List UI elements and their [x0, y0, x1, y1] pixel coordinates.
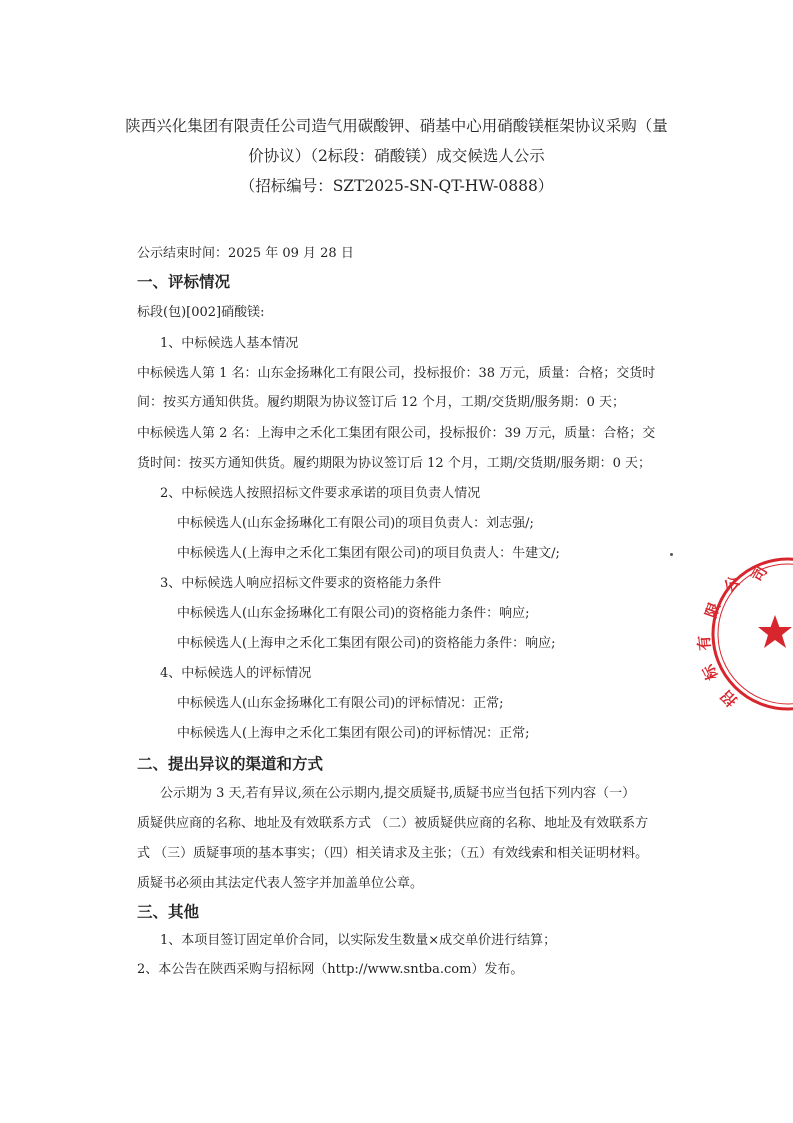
candidate-1-line-1: 中标候选人第 1 名：山东金扬琳化工有限公司，投标报价：38 万元，质量：合格；交货时: [137, 366, 656, 381]
evaluation-status-2: 中标候选人(上海申之禾化工集团有限公司)的评标情况：正常;: [177, 726, 530, 741]
objection-line-1: 公示期为 3 天,若有异议,须在公示期内,提交质疑书,质疑书应当包括下列内容（一）: [160, 786, 636, 801]
svg-text:公: 公: [720, 572, 744, 596]
svg-text:招: 招: [717, 686, 741, 710]
section-heading-other: 三、其他: [137, 903, 200, 921]
objection-line-2: 质疑供应商的名称、地址及有效联系方式 （二）被质疑供应商的名称、地址及有效联系方: [137, 816, 649, 831]
objection-line-4: 质疑书必须由其法定代表人签字并加盖单位公章。: [137, 876, 424, 891]
ink-dot: [670, 553, 673, 556]
qualification-2: 中标候选人(上海申之禾化工集团有限公司)的资格能力条件：响应;: [177, 636, 556, 651]
project-manager-2: 中标候选人(上海申之禾化工集团有限公司)的项目负责人：牛建文/;: [177, 546, 560, 561]
candidate-1-line-2: 间：按买方通知供货。履约期限为协议签订后 12 个月，工期/交货期/服务期：0 天；: [137, 395, 625, 410]
candidate-2-line-1: 中标候选人第 2 名：上海申之禾化工集团有限公司，投标报价：39 万元，质量：合格；交: [137, 426, 656, 441]
title-line-1: 陕西兴化集团有限责任公司造气用碳酸钾、硝基中心用硝酸镁框架协议采购（量: [125, 117, 668, 135]
svg-text:标: 标: [698, 661, 722, 683]
subheading-qualification: 3、中标候选人响应招标文件要求的资格能力条件: [160, 576, 442, 591]
title-line-3: （招标编号：SZT2025-SN-QT-HW-0888）: [239, 177, 554, 195]
objection-line-3: 式 （三）质疑事项的基本事实；（四）相关请求及主张；（五）有效线索和相关证明材料。: [137, 846, 649, 861]
svg-text:限: 限: [701, 600, 724, 621]
other-item-1: 1、本项目签订固定单价合同，以实际发生数量×成交单价进行结算；: [160, 933, 557, 948]
title-line-2: 价协议）（2标段：硝酸镁）成交候选人公示: [248, 147, 545, 165]
announcement-end-time: 公示结束时间：2025 年 09 月 28 日: [137, 246, 354, 261]
lot-label: 标段(包)[002]硝酸镁:: [137, 305, 265, 320]
section-heading-objection: 二、提出异议的渠道和方式: [137, 755, 324, 773]
seal-star-icon: [758, 615, 792, 648]
subheading-project-managers: 2、中标候选人按照招标文件要求承诺的项目负责人情况: [160, 486, 481, 501]
seal-graphic: [694, 555, 793, 715]
subheading-candidate-info: 1、中标候选人基本情况: [160, 336, 299, 351]
candidate-2-line-2: 货时间：按买方通知供货。履约期限为协议签订后 12 个月，工期/交货期/服务期：0 天；: [137, 456, 651, 471]
company-seal: [694, 555, 793, 715]
subheading-evaluation-status: 4、中标候选人的评标情况: [160, 666, 312, 681]
evaluation-status-1: 中标候选人(山东金扬琳化工有限公司)的评标情况：正常;: [177, 696, 504, 711]
svg-text:有: 有: [694, 634, 714, 652]
project-manager-1: 中标候选人(山东金扬琳化工有限公司)的项目负责人：刘志强/;: [177, 516, 534, 531]
other-item-2: 2、本公告在陕西采购与招标网（http://www.sntba.com）发布。: [137, 962, 524, 977]
svg-text:司: 司: [747, 562, 771, 585]
section-heading-evaluation: 一、评标情况: [137, 273, 231, 291]
qualification-1: 中标候选人(山东金扬琳化工有限公司)的资格能力条件：响应;: [177, 606, 530, 621]
